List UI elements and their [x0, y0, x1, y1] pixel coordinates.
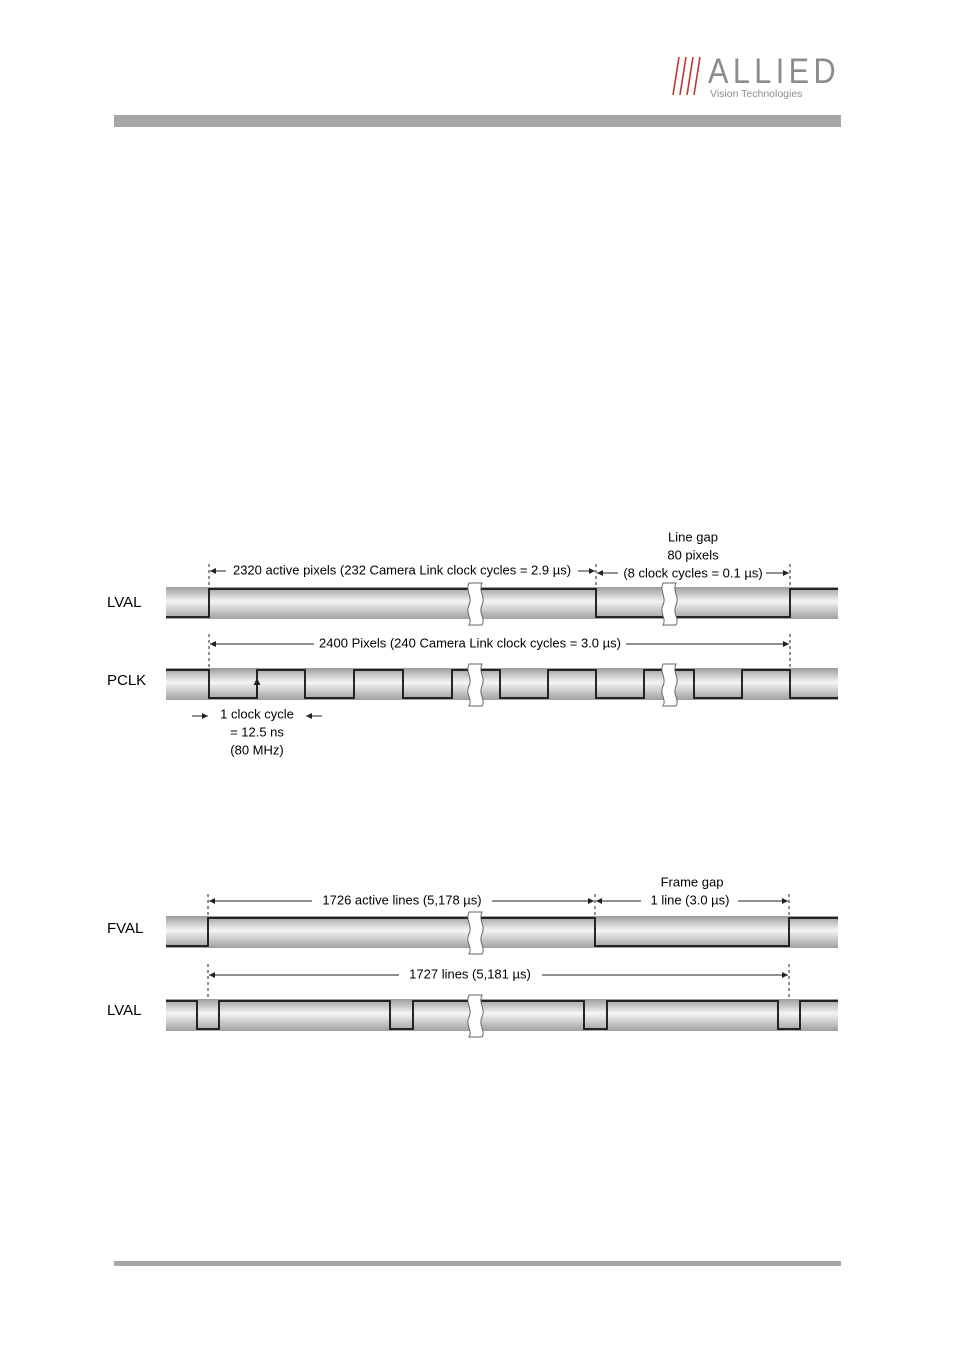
line-gap-cycles: (8 clock cycles = 0.1 µs) [623, 565, 763, 581]
line-gap-title: Line gap [668, 529, 718, 545]
frame-lval-signal-label: LVAL [107, 1001, 142, 1019]
logo-tagline: Vision Technologies [710, 88, 803, 100]
pclk-band [166, 668, 838, 700]
clock-cycle-label: 1 clock cycle [220, 706, 294, 722]
company-logo [664, 52, 854, 102]
total-pixels-label: 2400 Pixels (240 Camera Link clock cycles = 3.0 µs) [319, 635, 621, 651]
line-gap-pixels: 80 pixels [667, 547, 719, 563]
frame-gap-duration: 1 line (3.0 µs) [650, 892, 730, 908]
total-lines-label: 1727 lines (5,181 µs) [409, 966, 531, 982]
logo-brand: ALLIED [708, 52, 840, 91]
footer-bar [114, 1261, 841, 1266]
frame-gap-title: Frame gap [660, 874, 724, 890]
pclk-signal-label: PCLK [107, 671, 147, 689]
line-timing-diagram [107, 526, 841, 766]
logo-slashes-icon [673, 57, 700, 95]
fval-band [166, 916, 838, 948]
fval-signal-label: FVAL [107, 919, 144, 937]
active-pixels-label: 2320 active pixels (232 Camera Link clock cycles = 2.9 µs) [232, 562, 572, 578]
clock-cycle-ns: = 12.5 ns [230, 724, 284, 740]
header-bar [114, 115, 841, 127]
frame-timing-diagram [107, 872, 841, 1042]
frame-lval-band [166, 999, 838, 1031]
clock-cycle-mhz: (80 MHz) [230, 742, 284, 758]
lval-signal-label: LVAL [107, 593, 142, 611]
active-lines-label: 1726 active lines (5,178 µs) [322, 892, 482, 908]
lval-band [166, 587, 838, 619]
